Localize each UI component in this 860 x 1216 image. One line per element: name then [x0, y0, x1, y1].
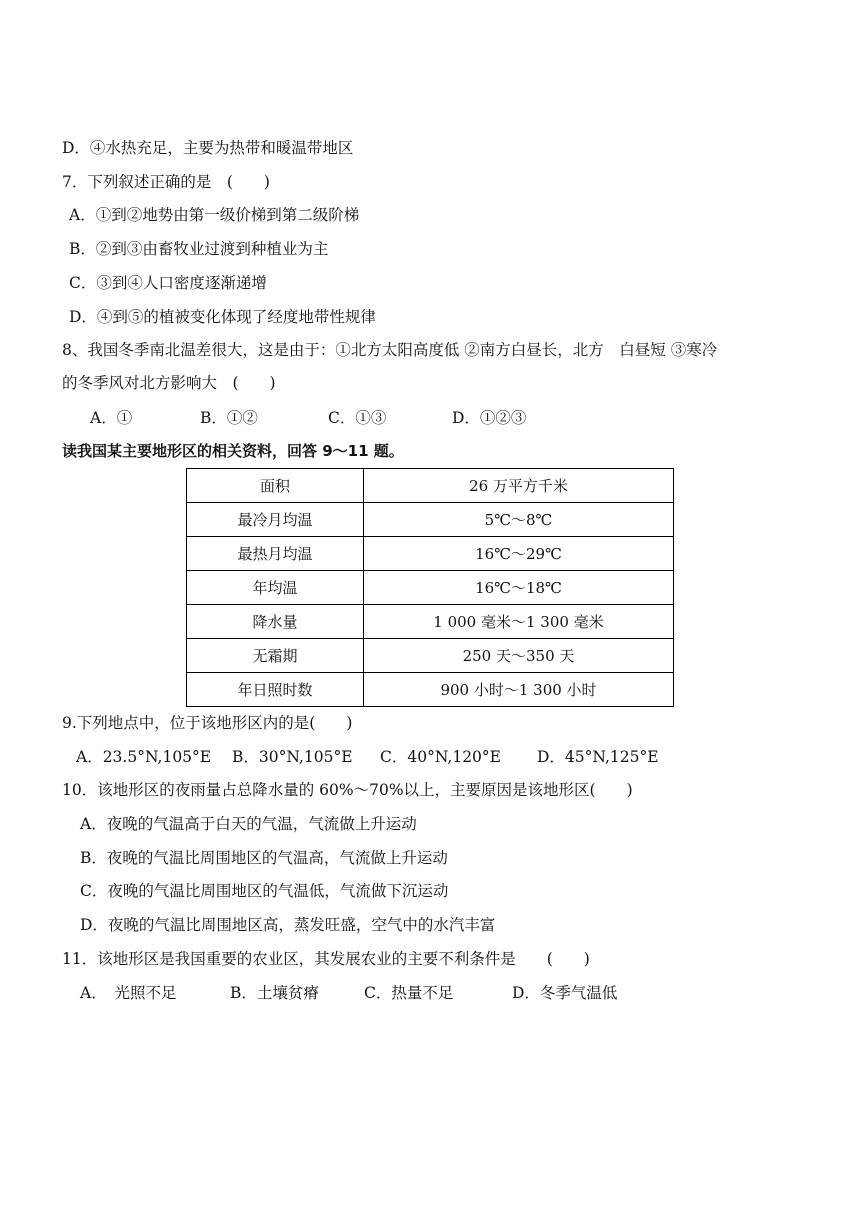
- q7-option-d: D．④到⑤的植被变化体现了经度地带性规律: [69, 308, 376, 326]
- q10-stem: 10．该地形区的夜雨量占总降水量的 60%～70%以上，主要原因是该地形区( ): [62, 781, 633, 799]
- table-cell-value: 16℃～18℃: [364, 571, 674, 605]
- q9-stem: 9.下列地点中，位于该地形区内的是( ): [62, 714, 353, 732]
- q8-stem-line2: 的冬季风对北方影响大 ( ): [62, 374, 276, 392]
- q8-option-c: C．①③: [328, 409, 387, 427]
- table-row: [187, 571, 674, 605]
- q10-option-d: D．夜晚的气温比周围地区高，蒸发旺盛，空气中的水汽丰富: [80, 916, 496, 934]
- q9-option-d: D．45°N,125°E: [537, 748, 659, 766]
- table-row: [187, 503, 674, 537]
- table-cell-label: 降水量: [187, 605, 364, 639]
- q8-option-d: D．①②③: [452, 409, 527, 427]
- table-row: [187, 605, 674, 639]
- section-title: 读我国某主要地形区的相关资料，回答 9～11 题。: [62, 442, 404, 460]
- q8-option-a: A．①: [90, 409, 133, 427]
- table-row: [187, 469, 674, 503]
- table-cell-label: 最热月均温: [187, 537, 364, 571]
- q11-option-a: A． 光照不足: [80, 984, 177, 1002]
- table-cell-label: 无霜期: [187, 639, 364, 673]
- q9-option-b: B．30°N,105°E: [232, 748, 353, 766]
- q11-option-b: B．土壤贫瘠: [230, 984, 319, 1002]
- q9-option-c: C．40°N,120°E: [380, 748, 501, 766]
- q11-stem: 11．该地形区是我国重要的农业区，其发展农业的主要不利条件是 ( ): [62, 950, 590, 968]
- table-cell-label: 最冷月均温: [187, 503, 364, 537]
- q6-option-d: D．④水热充足，主要为热带和暖温带地区: [62, 139, 354, 157]
- q11-option-c: C．热量不足: [364, 984, 454, 1002]
- table-row: [187, 639, 674, 673]
- q10-option-a: A．夜晚的气温高于白天的气温，气流做上升运动: [80, 815, 417, 833]
- q7-option-c: C．③到④人口密度逐渐递增: [69, 274, 267, 292]
- climate-data-table: [186, 468, 674, 707]
- q7-stem: 7．下列叙述正确的是 ( ): [62, 173, 270, 191]
- table-row: [187, 673, 674, 707]
- q9-option-a: A．23.5°N,105°E: [76, 748, 212, 766]
- q8-stem-line1: 8、我国冬季南北温差很大，这是由于：①北方太阳高度低 ②南方白昼长，北方 白昼短 ③寒冷: [62, 341, 718, 359]
- table-row: [187, 537, 674, 571]
- table-cell-label: 年均温: [187, 571, 364, 605]
- table-cell-value: 26 万平方千米: [364, 469, 674, 503]
- table-cell-value: 5℃～8℃: [364, 503, 674, 537]
- table-cell-label: 面积: [187, 469, 364, 503]
- table-cell-value: 250 天～350 天: [364, 639, 674, 673]
- table-cell-value: 1 000 毫米～1 300 毫米: [364, 605, 674, 639]
- table-cell-value: 900 小时～1 300 小时: [364, 673, 674, 707]
- table-cell-label: 年日照时数: [187, 673, 364, 707]
- q10-option-b: B．夜晚的气温比周围地区的气温高，气流做上升运动: [80, 849, 448, 867]
- q7-option-a: A．①到②地势由第一级价梯到第二级阶梯: [69, 206, 360, 224]
- q10-option-c: C．夜晚的气温比周围地区的气温低，气流做下沉运动: [80, 882, 449, 900]
- q7-option-b: B．②到③由畜牧业过渡到种植业为主: [69, 240, 329, 258]
- q11-option-d: D．冬季气温低: [512, 984, 618, 1002]
- q8-option-b: B．①②: [200, 409, 258, 427]
- table-cell-value: 16℃～29℃: [364, 537, 674, 571]
